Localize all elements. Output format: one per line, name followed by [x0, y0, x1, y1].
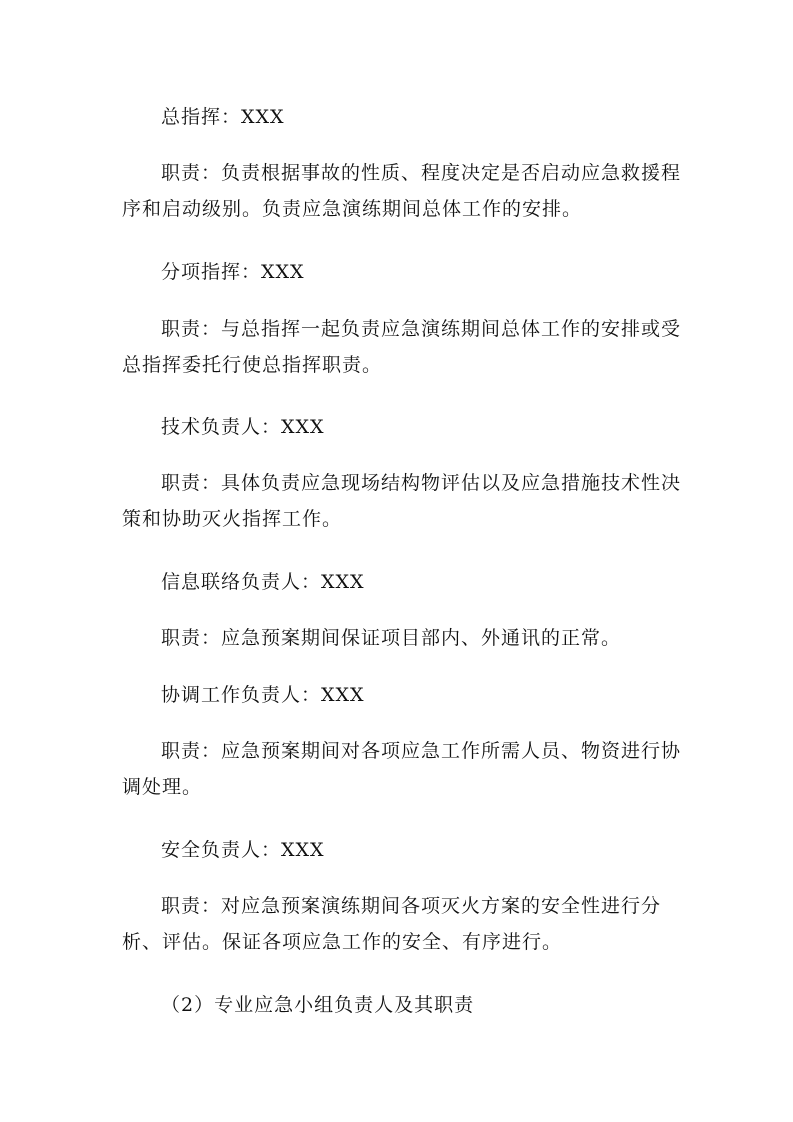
safety-lead-duty: 职责：对应急预案演练期间各项灭火方案的安全性进行分析、评估。保证各项应急工作的安全、有序进行。 [122, 895, 662, 953]
sub-commander-line: 分项指挥：XXX [161, 261, 305, 283]
tech-lead-duty: 职责：具体负责应急现场结构物评估以及应急措施技术性决策和协助灭火指挥工作。 [122, 472, 682, 530]
comm-lead-line: 信息联络负责人：XXX [161, 571, 365, 593]
comm-lead-duty: 职责：应急预案期间保证项目部内、外通讯的正常。 [161, 627, 622, 649]
section-heading: （2）专业应急小组负责人及其职责 [161, 994, 475, 1016]
safety-lead-line: 安全负责人：XXX [161, 839, 325, 861]
tech-lead-line: 技术负责人：XXX [161, 416, 325, 438]
coord-lead-duty: 职责：应急预案期间对各项应急工作所需人员、物资进行协调处理。 [122, 740, 682, 798]
sub-commander-duty: 职责：与总指挥一起负责应急演练期间总体工作的安排或受总指挥委托行使总指挥职责。 [122, 318, 682, 376]
commander-duty: 职责：负责根据事故的性质、程度决定是否启动应急救援程序和启动级别。负责应急演练期间总体工作的安排。 [122, 162, 682, 220]
commander-line: 总指挥：XXX [161, 106, 285, 128]
coord-lead-line: 协调工作负责人：XXX [161, 684, 365, 706]
